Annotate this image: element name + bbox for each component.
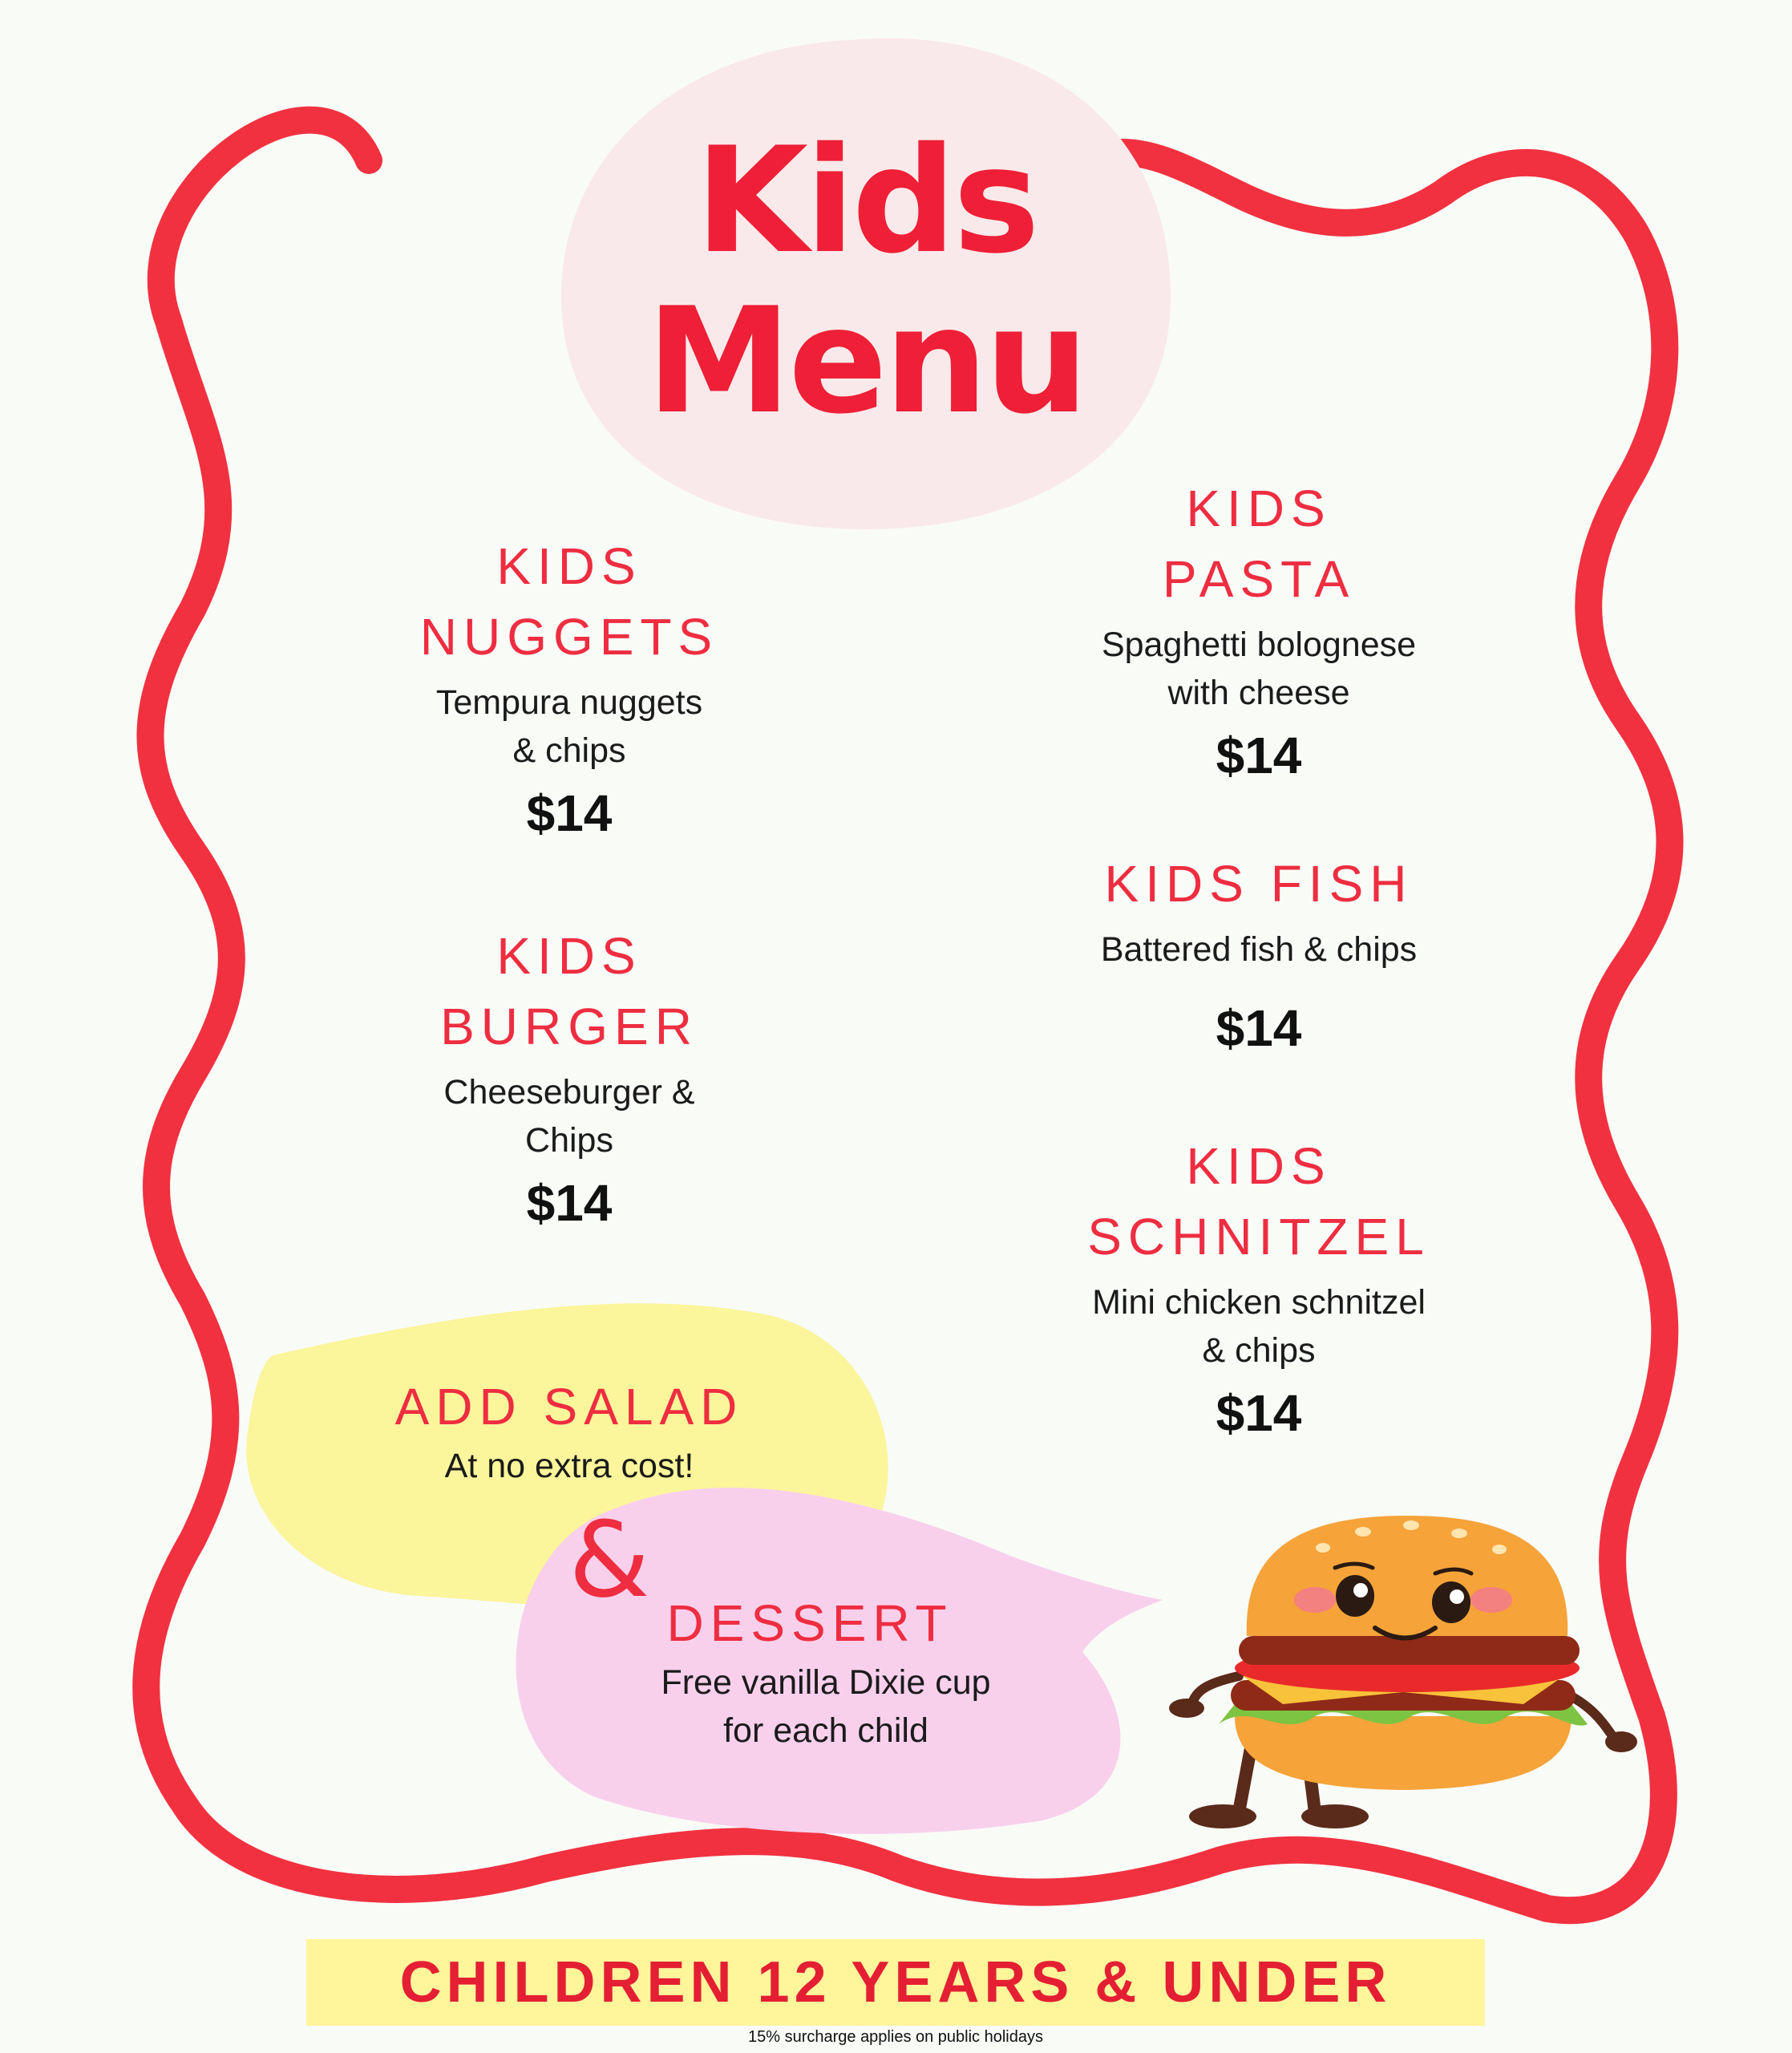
item-desc-line: Spaghetti bolognese [1101,626,1417,664]
item-desc-line: Cheeseburger & [443,1073,695,1112]
dessert-title: DESSERT [666,1594,953,1652]
item-desc-line: Tempura nuggets [435,683,703,722]
menu-item-nuggets [337,531,802,845]
item-price: $14 [526,1174,613,1232]
item-price: $14 [526,784,613,842]
surcharge-note: 15% surcharge applies on public holidays [747,2028,1043,2046]
item-desc-line: & chips [512,731,626,770]
item-desc-line: Chips [525,1121,613,1160]
add-salad-block [321,1371,818,1490]
menu-item-pasta [1018,473,1499,788]
dessert-desc-line: Free vanilla Dixie cup [661,1663,991,1702]
item-name-line: KIDS [1186,1137,1332,1195]
item-name-line: KIDS [1186,480,1332,537]
item-name-line: NUGGETS [419,608,719,666]
item-price: $14 [1216,1384,1302,1442]
item-name-line: PASTA [1162,550,1356,608]
item-desc-line: with cheese [1167,674,1350,712]
item-name-line: SCHNITZEL [1087,1208,1430,1265]
dessert-desc-line: for each child [723,1711,928,1750]
salad-title: ADD SALAD [394,1378,744,1435]
item-desc-line: Mini chicken schnitzel [1092,1283,1426,1322]
salad-desc: At no extra cost! [444,1447,694,1485]
menu-title [561,115,1171,446]
item-price: $14 [1216,999,1302,1057]
item-name-line: KIDS [496,537,642,595]
item-name-line: BURGER [440,998,698,1055]
age-banner [306,1939,1485,2026]
item-name-line: KIDS [496,927,642,985]
item-desc-line: & chips [1202,1331,1316,1370]
item-desc-line: Battered fish & chips [1100,930,1418,969]
ampersand: & [568,1499,650,1621]
dessert-block [609,1588,1042,1755]
menu-item-fish [1018,848,1499,1060]
burger-mascot-icon [1169,1516,1637,1828]
menu-item-schnitzel [1018,1131,1499,1445]
item-name-line: KIDS FISH [1104,855,1414,913]
menu-item-burger [337,921,802,1235]
menu-title-line1: Kids [694,115,1038,285]
age-banner-text: CHILDREN 12 YEARS & UNDER [399,1950,1392,2015]
menu-title-line2: Menu [646,276,1086,446]
item-price: $14 [1216,727,1302,784]
